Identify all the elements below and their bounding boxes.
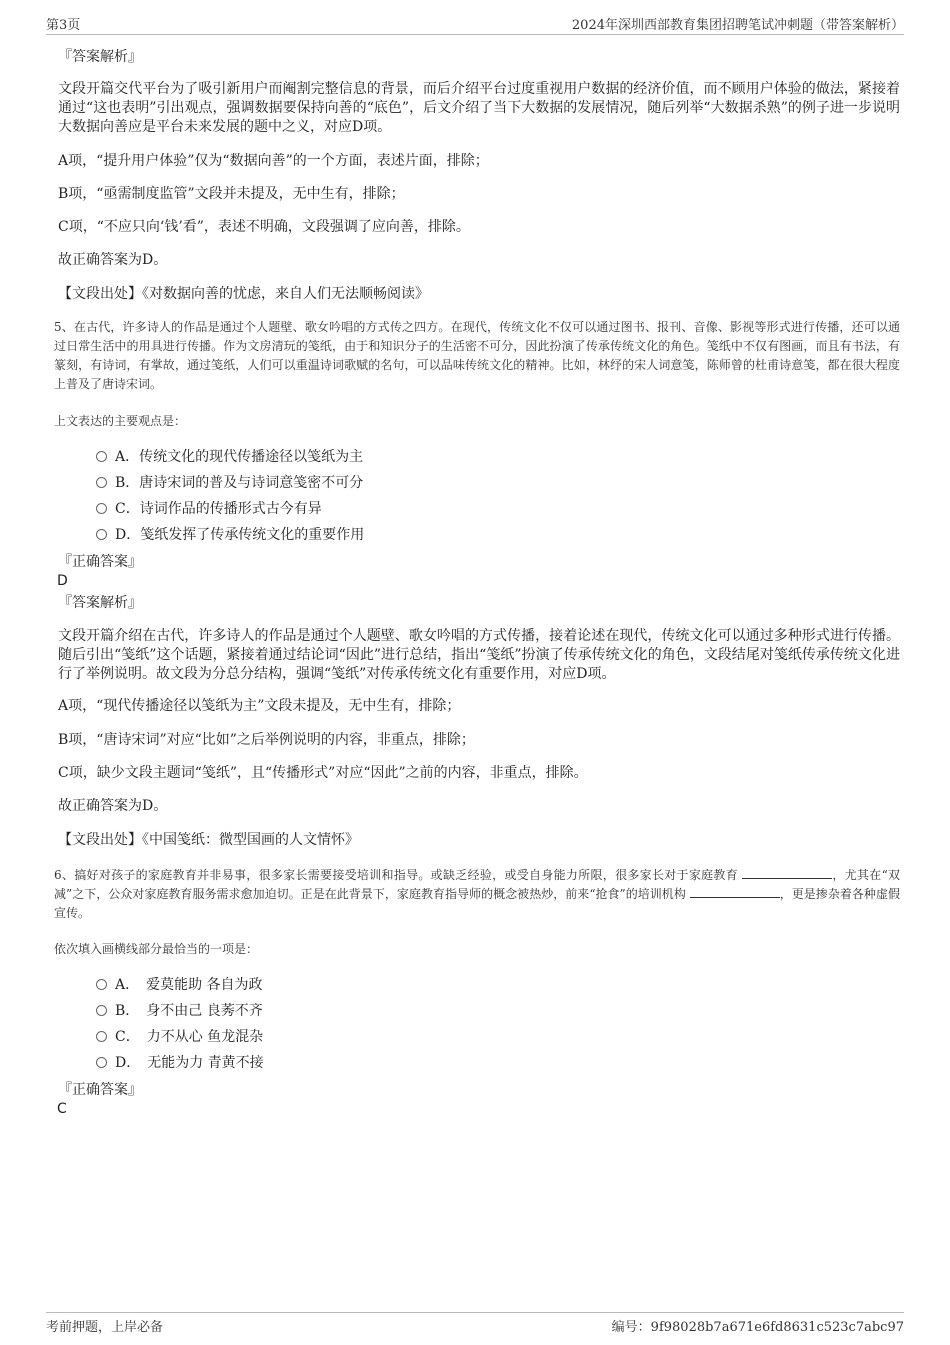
q6-stem-part-3: ，更是掺杂着各种虚假宣传。 [54,887,900,920]
q5-source: 【文段出处】《中国笺纸：微型国画的人文情怀》 [58,832,359,848]
radio-icon[interactable] [96,451,107,462]
footer-slogan: 考前押题，上岸必备 [46,1320,164,1335]
radio-icon[interactable] [96,1031,107,1042]
radio-icon[interactable] [96,477,107,488]
q5-conclusion: 故正确答案为D。 [58,798,168,814]
q4-option-a-analysis: A项，“提升用户体验”仅为“数据向善”的一个方面，表述片面，排除； [58,153,489,169]
q5-option-b-analysis: B项，“唐诗宋词”对应“比如”之后举例说明的内容，非重点，排除； [58,732,475,748]
q5-option-c-analysis: C项，缺少文段主题词“笺纸”，且“传播形式”对应“因此”之前的内容，非重点，排除。 [58,765,588,781]
q6-question: 依次填入画横线部分最恰当的一项是： [54,942,259,956]
q6-option-a[interactable] [96,975,263,995]
document-title: 2024年深圳西部教育集团招聘笔试冲刺题（带答案解析） [571,18,904,33]
q5-answer: D [57,573,68,589]
q5-option-a-analysis: A项，“现代传播途径以笺纸为主”文段未提及，无中生有，排除； [58,698,461,714]
q5-option-b[interactable] [96,473,363,493]
q5-answer-label: 『正确答案』 [58,554,142,570]
q6-stem [54,866,900,923]
q5-stem: 5、在古代，许多诗人的作品是通过个人题壁、歌女吟唱的方式传之四方。在现代，传统文化不仅可以通过图书、报刊、音像、影视等形式进行传播，还可以通过日常生活中的用具进行传播。作为文房清玩的笺纸，由于和知识分子的生活密不可分，因此扮演了传承传统文化的角色。笺纸中不仅有图画，而且有书法，有篆刻，有诗词，有掌故，通过笺纸，人们可以重温诗词歌赋的名句，可以品味传统文化的精神。比如，林纾的宋人词意笺，陈师曾的杜甫诗意笺，都在很大程度上普及了唐诗宋词。 [54,320,900,391]
page-header [46,14,904,35]
q6-option-d-label: D． 无能为力 青黄不接 [115,1055,264,1071]
q5-question: 上文表达的主要观点是： [54,414,187,428]
page-footer [46,1312,904,1336]
q4-source: 【文段出处】《对数据向善的忧虑，来自人们无法顺畅阅读》 [58,286,429,302]
blank-line-1 [742,866,832,879]
document-id: 编号：9f98028b7a671e6fd8631c523c7abc97 [611,1320,904,1335]
q6-stem-part-2: ，尤其在“双减”之下，公众对家庭教育服务需求愈加迫切。正是在此背景下，家庭教育指导师的概念被热炒，前来“抢食”的培训机构 [54,868,900,901]
q6-option-a-label: A． 爱莫能助 各自为政 [115,977,263,993]
q5-option-b-label: B．唐诗宋词的普及与诗词意笺密不可分 [115,475,364,491]
radio-icon[interactable] [96,979,107,990]
q6-answer: C [57,1101,67,1117]
q4-option-c-analysis: C项，“不应只向‘钱’看”，表述不明确，文段强调了应向善，排除。 [58,219,470,235]
q4-option-b-analysis: B项，“亟需制度监管”文段并未提及，无中生有，排除； [58,186,405,202]
q5-option-d[interactable] [96,525,364,545]
q5-option-c[interactable] [96,499,322,519]
q6-stem-part-1: 6、搞好对孩子的家庭教育并非易事，很多家长需要接受培训和指导。或缺乏经验，或受自身能力所限，很多家长对于家庭教育 [54,868,738,882]
q5-option-a[interactable] [96,447,363,467]
q5-analysis-label: 『答案解析』 [58,595,142,611]
radio-icon[interactable] [96,1057,107,1068]
q4-analysis-text: 文段开篇交代平台为了吸引新用户而阉割完整信息的背景，而后介绍平台过度重视用户数据的经济价值，而不顾用户体验的做法，紧接着通过“这也表明”引出观点，强调数据要保持向善的“底色”，后文介绍了当下大数据的发展情况，随后列举“大数据杀熟”的例子进一步说明大数据向善应是平台未来发展的题中之义，对应D项。 [58,81,900,135]
radio-icon[interactable] [96,503,107,514]
q5-option-d-label: D．笺纸发挥了传承传统文化的重要作用 [115,527,365,543]
q5-option-c-label: C．诗词作品的传播形式古今有异 [115,501,322,517]
blank-line-2 [690,885,780,898]
q6-option-d[interactable] [96,1053,264,1073]
radio-icon[interactable] [96,1005,107,1016]
q5-analysis-text: 文段开篇介绍在古代，许多诗人的作品是通过个人题壁、歌女吟唱的方式传播，接着论述在现代，传统文化可以通过多种形式进行传播。随后引出“笺纸”这个话题，紧接着通过结论词“因此”进行总结，指出“笺纸”扮演了传承传统文化的角色，文段结尾对笺纸传承传统文化进行了举例说明。故文段为分总分结构，强调“笺纸”对传承传统文化有重要作用，对应D项。 [58,628,900,682]
q4-analysis-label: 『答案解析』 [58,49,142,65]
radio-icon[interactable] [96,529,107,540]
q5-option-a-label: A．传统文化的现代传播途径以笺纸为主 [115,449,364,465]
q6-option-b[interactable] [96,1001,263,1021]
q6-option-c-label: C． 力不从心 鱼龙混杂 [115,1029,264,1045]
q6-option-c[interactable] [96,1027,263,1047]
q4-conclusion: 故正确答案为D。 [58,252,168,268]
q6-option-b-label: B． 身不由己 良莠不齐 [115,1003,263,1019]
page-number: 第3页 [46,18,81,33]
q6-answer-label: 『正确答案』 [58,1082,142,1098]
